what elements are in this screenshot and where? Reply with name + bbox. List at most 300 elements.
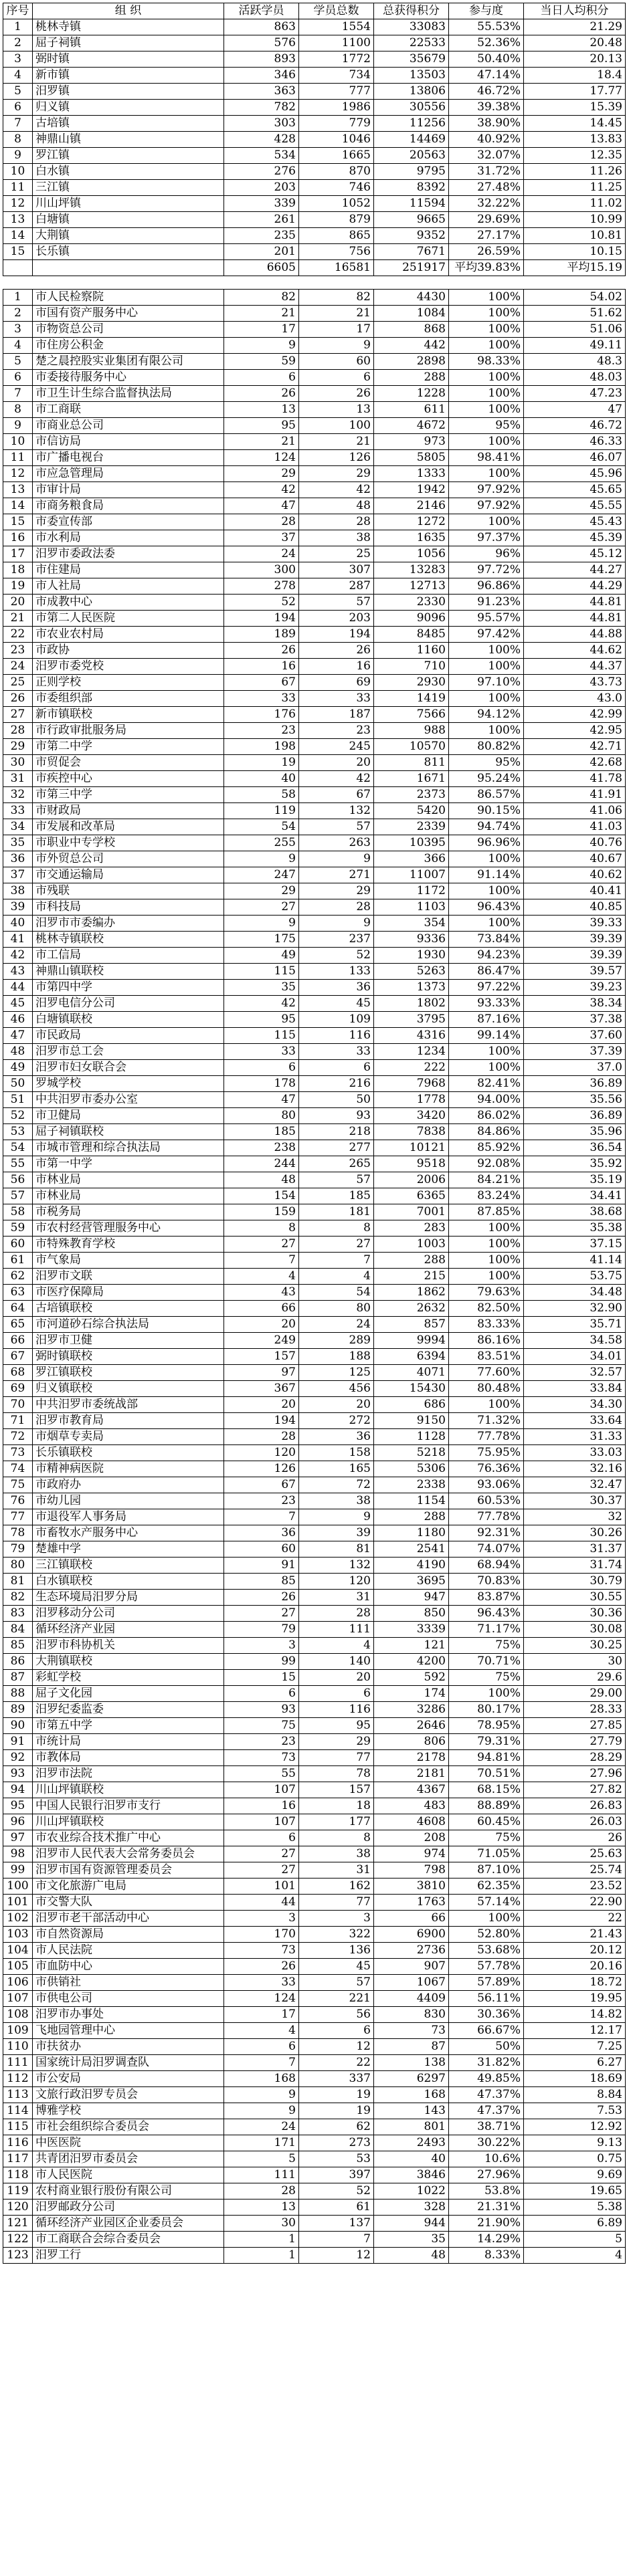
cell-daily-avg: 39.33 [524, 916, 626, 932]
cell-org: 市第二人民医院 [33, 611, 224, 627]
cell-index: 68 [3, 1365, 33, 1381]
cell-org: 中共汨罗市委统战部 [33, 1397, 224, 1413]
cell-total-members: 33 [299, 1044, 374, 1060]
cell-org: 屈子祠镇 [33, 35, 224, 51]
cell-participation: 97.92% [449, 482, 524, 498]
table-row [3, 1028, 626, 1044]
cell-org: 市委接待服务中心 [33, 370, 224, 386]
table-row [3, 883, 626, 899]
cell-participation: 92.31% [449, 1525, 524, 1541]
cell-daily-avg: 5.38 [524, 2199, 626, 2216]
table-row [3, 1477, 626, 1493]
table-row [3, 1044, 626, 1060]
cell-total-points: 7001 [374, 1204, 449, 1220]
cell-org: 市国有资产服务中心 [33, 306, 224, 322]
table-row [3, 1686, 626, 1702]
cell-daily-avg: 43.73 [524, 675, 626, 691]
cell-participation: 50.40% [449, 51, 524, 68]
cell-total-members: 38 [299, 1493, 374, 1509]
cell-participation: 75% [449, 1670, 524, 1686]
cell-total-members: 158 [299, 1445, 374, 1461]
cell-org: 汨罗市国有资源管理委员会 [33, 1862, 224, 1879]
table-row [3, 835, 626, 851]
cell-daily-avg: 53.75 [524, 1269, 626, 1285]
cell-org: 市农业农村局 [33, 627, 224, 643]
cell-total-members: 263 [299, 835, 374, 851]
cell-participation: 56.11% [449, 1991, 524, 2007]
cell-participation: 100% [449, 916, 524, 932]
cell-total-points: 2646 [374, 1718, 449, 1734]
cell-index: 82 [3, 1590, 33, 1606]
cell-daily-avg: 20.12 [524, 1943, 626, 1959]
section-spacer [3, 276, 626, 290]
cell-total-points: 9795 [374, 164, 449, 180]
cell-org: 市供销社 [33, 1975, 224, 1991]
cell-active: 185 [224, 1124, 299, 1140]
cell-index: 103 [3, 1927, 33, 1943]
cell-total-points: 1228 [374, 386, 449, 402]
cell-total-points: 87 [374, 2039, 449, 2055]
cell-total-members: 21 [299, 306, 374, 322]
cell-total-points: 15430 [374, 1381, 449, 1397]
table-row [3, 675, 626, 691]
table-row [3, 996, 626, 1012]
cell-daily-avg: 28.29 [524, 1750, 626, 1766]
cell-total-points: 366 [374, 851, 449, 867]
cell-total-points: 10395 [374, 835, 449, 851]
cell-active: 21 [224, 434, 299, 450]
table-row [3, 1445, 626, 1461]
header-cell-total-points: 总获得积分 [374, 3, 449, 19]
cell-total-points: 9352 [374, 228, 449, 244]
cell-participation: 96.43% [449, 899, 524, 916]
header-row [3, 3, 626, 19]
cell-daily-avg: 33.03 [524, 1445, 626, 1461]
cell-total-members: 272 [299, 1413, 374, 1429]
cell-active: 194 [224, 1413, 299, 1429]
cell-active: 52 [224, 595, 299, 611]
cell-total-points: 5263 [374, 964, 449, 980]
table-row [3, 2071, 626, 2087]
cell-active: 95 [224, 418, 299, 434]
cell-org: 市特殊教育学校 [33, 1237, 224, 1253]
cell-index: 6 [3, 100, 33, 116]
cell-total-members: 16581 [299, 260, 374, 276]
cell-daily-avg: 31.33 [524, 1429, 626, 1445]
cell-active: 159 [224, 1204, 299, 1220]
table-row [3, 1092, 626, 1108]
cell-active: 29 [224, 883, 299, 899]
cell-daily-avg: 41.03 [524, 819, 626, 835]
cell-total-members: 45 [299, 1959, 374, 1975]
cell-participation: 100% [449, 386, 524, 402]
cell-participation: 86.16% [449, 1333, 524, 1349]
cell-daily-avg: 35.92 [524, 1156, 626, 1172]
cell-total-points: 1862 [374, 1285, 449, 1301]
cell-org: 市畜牧水产服务中心 [33, 1525, 224, 1541]
cell-index: 75 [3, 1477, 33, 1493]
cell-daily-avg: 18.72 [524, 1975, 626, 1991]
cell-daily-avg: 45.55 [524, 498, 626, 514]
cell-org: 市工信局 [33, 948, 224, 964]
cell-participation: 29.69% [449, 212, 524, 228]
cell-org: 市第二中学 [33, 739, 224, 755]
cell-index: 39 [3, 899, 33, 916]
cell-total-members: 177 [299, 1814, 374, 1830]
cell-org: 汨罗市委党校 [33, 659, 224, 675]
table-row [3, 819, 626, 835]
cell-total-members: 29 [299, 466, 374, 482]
cell-active: 107 [224, 1782, 299, 1798]
cell-total-points: 1802 [374, 996, 449, 1012]
cell-active: 73 [224, 1943, 299, 1959]
cell-daily-avg: 26 [524, 1830, 626, 1846]
table-row [3, 1237, 626, 1253]
table-row [3, 148, 626, 164]
cell-total-members: 1046 [299, 132, 374, 148]
cell-total-members: 265 [299, 1156, 374, 1172]
cell-total-points: 138 [374, 2055, 449, 2071]
cell-daily-avg: 14.82 [524, 2007, 626, 2023]
cell-active: 115 [224, 964, 299, 980]
cell-participation: 88.89% [449, 1798, 524, 1814]
cell-org: 循环经济产业园 [33, 1622, 224, 1638]
cell-active: 13 [224, 2199, 299, 2216]
cell-index: 66 [3, 1333, 33, 1349]
cell-daily-avg: 49.11 [524, 338, 626, 354]
cell-total-members: 271 [299, 867, 374, 883]
cell-participation: 30.36% [449, 2007, 524, 2023]
cell-index: 37 [3, 867, 33, 883]
cell-total-points: 4316 [374, 1028, 449, 1044]
cell-total-members: 72 [299, 1477, 374, 1493]
cell-active: 201 [224, 244, 299, 260]
cell-participation: 97.22% [449, 980, 524, 996]
cell-total-members: 20 [299, 1670, 374, 1686]
cell-org: 市供电公司 [33, 1991, 224, 2007]
cell-daily-avg: 27.96 [524, 1766, 626, 1782]
cell-org: 汨罗电信分公司 [33, 996, 224, 1012]
table-row [3, 867, 626, 883]
cell-active: 23 [224, 723, 299, 739]
cell-org: 汨罗市办事处 [33, 2007, 224, 2023]
cell-org: 市医疗保障局 [33, 1285, 224, 1301]
cell-active: 107 [224, 1814, 299, 1830]
table-row [3, 899, 626, 916]
cell-daily-avg: 13.83 [524, 132, 626, 148]
cell-active: 235 [224, 228, 299, 244]
cell-participation: 26.59% [449, 244, 524, 260]
cell-total-points: 328 [374, 2199, 449, 2216]
cell-index: 108 [3, 2007, 33, 2023]
table-row [3, 466, 626, 482]
cell-total-points: 35 [374, 2232, 449, 2248]
cell-participation: 31.72% [449, 164, 524, 180]
cell-index: 69 [3, 1381, 33, 1397]
cell-daily-avg: 46.33 [524, 434, 626, 450]
cell-participation: 80.82% [449, 739, 524, 755]
cell-active: 5 [224, 2151, 299, 2167]
cell-org: 市第一中学 [33, 1156, 224, 1172]
cell-total-members: 54 [299, 1285, 374, 1301]
cell-daily-avg: 36.54 [524, 1140, 626, 1156]
cell-participation: 70.71% [449, 1654, 524, 1670]
cell-participation: 84.86% [449, 1124, 524, 1140]
cell-participation: 77.60% [449, 1365, 524, 1381]
table-row [3, 35, 626, 51]
cell-total-points: 11007 [374, 867, 449, 883]
cell-total-members: 25 [299, 546, 374, 562]
cell-org: 楚雄中学 [33, 1541, 224, 1558]
cell-daily-avg: 20.48 [524, 35, 626, 51]
cell-total-members: 777 [299, 84, 374, 100]
cell-daily-avg: 51.06 [524, 322, 626, 338]
cell-org: 市工商联合会综合委员会 [33, 2232, 224, 2248]
cell-active: 17 [224, 2007, 299, 2023]
cell-active: 9 [224, 2087, 299, 2103]
table-row [3, 2183, 626, 2199]
cell-total-members: 9 [299, 1509, 374, 1525]
cell-total-points: 801 [374, 2119, 449, 2135]
cell-total-points: 798 [374, 1862, 449, 1879]
cell-active: 97 [224, 1365, 299, 1381]
cell-active: 24 [224, 546, 299, 562]
cell-total-members: 8 [299, 1220, 374, 1237]
cell-active: 124 [224, 1991, 299, 2007]
cell-total-points: 830 [374, 2007, 449, 2023]
cell-active: 43 [224, 1285, 299, 1301]
cell-index: 100 [3, 1879, 33, 1895]
cell-participation: 21.31% [449, 2199, 524, 2216]
cell-total-members: 456 [299, 1381, 374, 1397]
cell-index: 97 [3, 1830, 33, 1846]
cell-total-points: 1419 [374, 691, 449, 707]
cell-total-members: 22 [299, 2055, 374, 2071]
cell-org: 中共汨罗市委办公室 [33, 1092, 224, 1108]
cell-daily-avg: 42.99 [524, 707, 626, 723]
cell-total-points: 811 [374, 755, 449, 771]
cell-active: 278 [224, 578, 299, 595]
cell-total-members: 1665 [299, 148, 374, 164]
cell-index: 81 [3, 1574, 33, 1590]
cell-org: 市外贸总公司 [33, 851, 224, 867]
table-row [3, 659, 626, 675]
cell-total-members: 162 [299, 1879, 374, 1895]
cell-participation: 98.33% [449, 354, 524, 370]
cell-index: 74 [3, 1461, 33, 1477]
cell-index: 116 [3, 2135, 33, 2151]
cell-active: 249 [224, 1333, 299, 1349]
cell-active: 4 [224, 2023, 299, 2039]
cell-total-members: 62 [299, 2119, 374, 2135]
cell-active: 9 [224, 2103, 299, 2119]
cell-participation: 100% [449, 1686, 524, 1702]
cell-total-points: 13806 [374, 84, 449, 100]
cell-active: 168 [224, 2071, 299, 2087]
cell-active: 157 [224, 1349, 299, 1365]
cell-active: 782 [224, 100, 299, 116]
cell-participation: 85.92% [449, 1140, 524, 1156]
cell-total-points: 1180 [374, 1525, 449, 1541]
cell-total-points: 2339 [374, 819, 449, 835]
cell-total-points: 2181 [374, 1766, 449, 1782]
cell-participation: 83.51% [449, 1349, 524, 1365]
cell-index: 4 [3, 68, 33, 84]
cell-participation: 100% [449, 322, 524, 338]
cell-daily-avg: 22 [524, 1911, 626, 1927]
cell-participation: 75% [449, 1638, 524, 1654]
table-row [3, 1461, 626, 1477]
cell-participation: 100% [449, 1269, 524, 1285]
table-row [3, 546, 626, 562]
cell-index: 31 [3, 771, 33, 787]
cell-index: 35 [3, 835, 33, 851]
cell-active: 33 [224, 1044, 299, 1060]
table-row [3, 1397, 626, 1413]
cell-participation: 95% [449, 418, 524, 434]
table-row [3, 1253, 626, 1269]
cell-org: 市委组织部 [33, 691, 224, 707]
cell-participation: 97.10% [449, 675, 524, 691]
cell-participation: 60.53% [449, 1493, 524, 1509]
cell-total-members: 188 [299, 1349, 374, 1365]
header-cell-total-members: 学员总数 [299, 3, 374, 19]
cell-index: 121 [3, 2216, 33, 2232]
cell-total-points: 3795 [374, 1012, 449, 1028]
cell-participation: 99.14% [449, 1028, 524, 1044]
cell-org: 市职业中专学校 [33, 835, 224, 851]
table-row [3, 402, 626, 418]
cell-total-members: 26 [299, 643, 374, 659]
cell-index: 48 [3, 1044, 33, 1060]
cell-total-points: 850 [374, 1606, 449, 1622]
cell-org: 白塘镇 [33, 212, 224, 228]
cell-active: 58 [224, 787, 299, 803]
cell-index: 86 [3, 1654, 33, 1670]
cell-daily-avg: 30.79 [524, 1574, 626, 1590]
cell-daily-avg: 30.36 [524, 1606, 626, 1622]
cell-org: 屈子文化园 [33, 1686, 224, 1702]
cell-daily-avg: 6.89 [524, 2216, 626, 2232]
cell-participation: 100% [449, 1911, 524, 1927]
cell-org: 市农业综合技术推广中心 [33, 1830, 224, 1846]
cell-org: 市委宣传部 [33, 514, 224, 530]
cell-daily-avg: 42.95 [524, 723, 626, 739]
cell-index: 49 [3, 1060, 33, 1076]
table-row [3, 196, 626, 212]
cell-total-members: 45 [299, 996, 374, 1012]
table-row [3, 1365, 626, 1381]
cell-participation: 100% [449, 1044, 524, 1060]
cell-active: 7 [224, 2055, 299, 2071]
cell-active: 66 [224, 1301, 299, 1317]
table-row [3, 2151, 626, 2167]
cell-active: 54 [224, 819, 299, 835]
table-row [3, 2087, 626, 2103]
table-row [3, 1862, 626, 1879]
cell-active: 40 [224, 771, 299, 787]
cell-daily-avg: 32.57 [524, 1365, 626, 1381]
cell-total-points: 1160 [374, 643, 449, 659]
cell-total-members: 1052 [299, 196, 374, 212]
cell-active: 16 [224, 659, 299, 675]
cell-participation: 49.85% [449, 2071, 524, 2087]
cell-total-points: 2493 [374, 2135, 449, 2151]
cell-participation: 39.38% [449, 100, 524, 116]
cell-org: 市人社局 [33, 578, 224, 595]
cell-active: 73 [224, 1750, 299, 1766]
cell-org: 市烟草专卖局 [33, 1429, 224, 1445]
cell-participation: 27.96% [449, 2167, 524, 2183]
cell-active: 6 [224, 370, 299, 386]
cell-daily-avg: 27.79 [524, 1734, 626, 1750]
cell-total-points: 11594 [374, 196, 449, 212]
cell-total-members: 6 [299, 1686, 374, 1702]
table-row [3, 1959, 626, 1975]
cell-daily-avg: 40.62 [524, 867, 626, 883]
cell-active: 21 [224, 306, 299, 322]
cell-org: 市血防中心 [33, 1959, 224, 1975]
cell-org: 汨罗纪委监委 [33, 1702, 224, 1718]
cell-active: 27 [224, 1606, 299, 1622]
cell-total-points: 592 [374, 1670, 449, 1686]
cell-active: 238 [224, 1140, 299, 1156]
cell-total-members: 216 [299, 1076, 374, 1092]
cell-active: 67 [224, 675, 299, 691]
cell-participation: 94.74% [449, 819, 524, 835]
cell-active: 49 [224, 948, 299, 964]
cell-total-points: 222 [374, 1060, 449, 1076]
cell-participation: 30.22% [449, 2135, 524, 2151]
cell-index: 1 [3, 19, 33, 35]
table-row [3, 228, 626, 244]
cell-total-points: 1103 [374, 899, 449, 916]
cell-active: 6 [224, 1060, 299, 1076]
cell-participation: 53.8% [449, 2183, 524, 2199]
table-row [3, 514, 626, 530]
cell-index: 8 [3, 132, 33, 148]
cell-active: 20 [224, 1397, 299, 1413]
cell-total-members: 77 [299, 1750, 374, 1766]
cell-active: 111 [224, 2167, 299, 2183]
table-row [3, 723, 626, 739]
cell-total-points: 1333 [374, 466, 449, 482]
cell-total-members: 57 [299, 595, 374, 611]
cell-participation: 100% [449, 338, 524, 354]
cell-index: 21 [3, 611, 33, 627]
cell-index: 23 [3, 643, 33, 659]
cell-total-points: 73 [374, 2023, 449, 2039]
cell-total-members: 4 [299, 1269, 374, 1285]
cell-total-members: 38 [299, 530, 374, 546]
cell-index: 106 [3, 1975, 33, 1991]
cell-total-points: 6394 [374, 1349, 449, 1365]
cell-active: 3 [224, 1638, 299, 1654]
cell-total-points: 8485 [374, 627, 449, 643]
cell-active: 534 [224, 148, 299, 164]
cell-participation: 70.51% [449, 1766, 524, 1782]
table-row [3, 1156, 626, 1172]
table-row [3, 1911, 626, 1927]
cell-daily-avg: 12.35 [524, 148, 626, 164]
cell-org: 市第五中学 [33, 1718, 224, 1734]
cell-org: 市税务局 [33, 1204, 224, 1220]
cell-org: 弼时镇联校 [33, 1349, 224, 1365]
cell-active: 261 [224, 212, 299, 228]
cell-participation: 40.92% [449, 132, 524, 148]
cell-active: 44 [224, 1895, 299, 1911]
cell-total-members: 52 [299, 948, 374, 964]
